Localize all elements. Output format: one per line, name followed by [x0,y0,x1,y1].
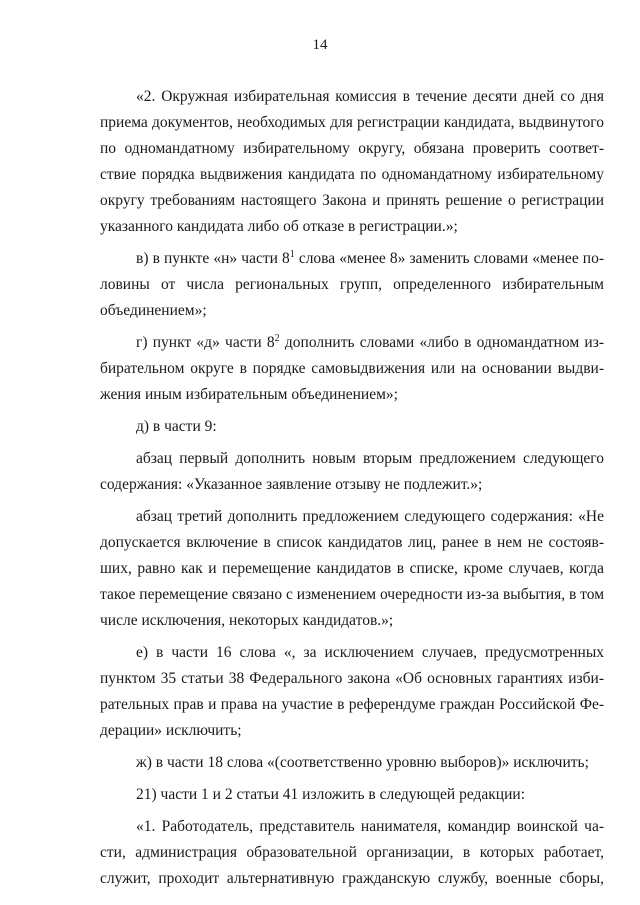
text-line: ж) в части 18 слова «(соответственно уровню выборов)» исключить; [136,754,589,771]
text-line: округу требованиям настоящего Закона и принять решение о регистрации [100,192,604,209]
text-line: ших, равно как и перемещение кандидатов в списке, кроме случаев, когда [100,560,604,577]
text-line: бирательном округе в порядке самовыдвижения или на основании выдви- [100,360,604,377]
text-line: ловины от числа региональных групп, определенного избирательным [100,276,604,293]
text-line: рательных прав и права на участие в референдуме граждан Российской Фе- [100,696,604,713]
text-line: приема документов, необходимых для регистрации кандидата, выдвинутого [100,114,604,131]
text-line: абзац третий дополнить предложением следующего содержания: «Не [136,508,604,525]
text-line: «2. Окружная избирательная комиссия в течение десяти дней со дня [136,88,604,105]
text-line: е) в части 16 слова «, за исключением случаев, предусмотренных [136,644,604,661]
text-line: числе исключения, некоторых кандидатов.»; [100,612,394,629]
text-line: абзац первый дополнить новым вторым предложением следующего [136,450,604,467]
text-line: допускается включение в список кандидатов лиц, ранее в нем не состояв- [100,534,604,551]
text-line: такое перемещение связано с изменением очередности из-за выбытия, в том [100,586,604,603]
text-line: содержания: «Указанное заявление отзыву не подлежит.»; [100,476,483,493]
text-line: служит, проходит альтернативную гражданскую службу, военные сборы, [100,870,604,887]
text-line: дерации» исключить; [100,722,242,739]
text-line: сти, администрация образовательной организации, в которых работает, [100,844,604,861]
text-line: «1. Работодатель, представитель нанимателя, командир воинской ча- [136,818,604,835]
text-line: д) в части 9: [136,418,217,435]
text-line: указанного кандидата либо об отказе в регистрации.»; [100,218,458,235]
text-line: в) в пункте «н» части $8^1$ слова «менее 8» заменить словами «менее по- [136,248,604,267]
document-body [100,84,604,892]
text-line: по одномандатному избирательному округу, обязана проверить соответ- [100,140,604,157]
page-number: 14 [312,37,328,53]
text-line: жения иным избирательным объединением»; [100,386,398,403]
text-line: объединением»; [100,302,207,319]
text-line: 21) части 1 и 2 статьи 41 изложить в следующей редакции: [136,786,525,803]
text-line: ствие порядка выдвижения кандидата по одномандатному избирательному [100,166,604,183]
text-line: г) пункт «д» части $8^2$ дополнить словами «либо в одномандатном из- [136,332,604,351]
text-line: пунктом 35 статьи 38 Федерального закона «Об основных гарантиях изби- [100,670,604,687]
